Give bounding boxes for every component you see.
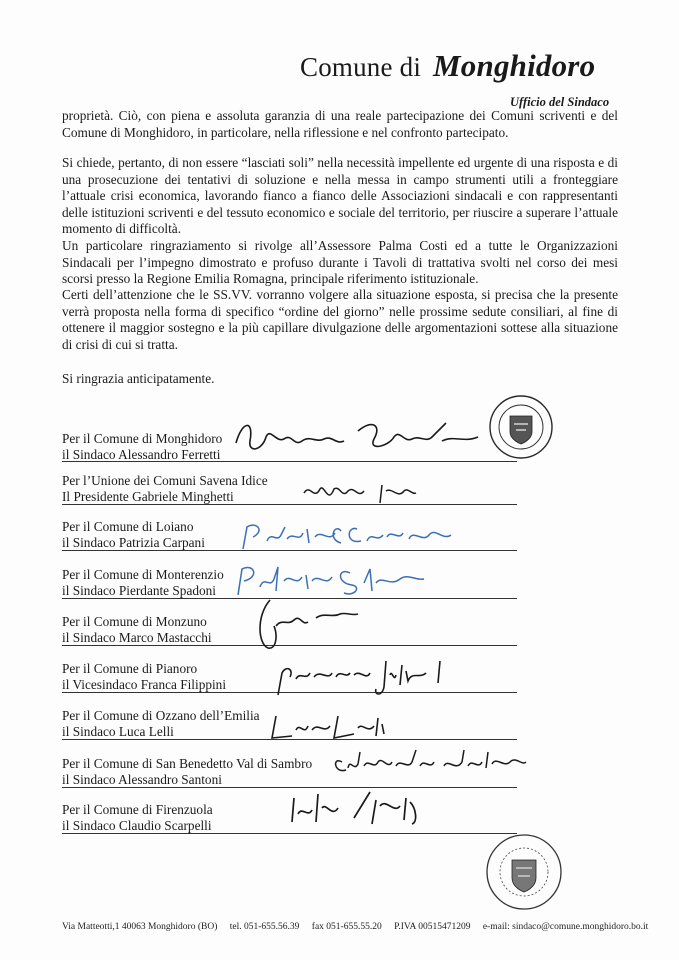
paragraph-4: Certi dell’attenzione che le SS.VV. vorranno volgere alla situazione esposta, si precisa che la presente verrà proposta nella forma di specifico “ordine del giorno” nelle prossime sedute consiliari, al fine di ottenere il maggior sostegno e la più capillare divulgazione delle argomentazioni sottese alla situazione di crisi di cui si tratta. [62,287,618,352]
paragraph-3: Un particolare ringraziamento si rivolge all’Assessore Palma Costi ed a tutte le Organizzazioni Sindacali per l’impegno dimostrato e profuso durante i Tavoli di trattativa svolti nel corso dei mesi scorsi presso la Regione Emilia Romagna, principale riferimento istituzionale. [62,238,618,286]
signature-block-san-benedetto [62,756,522,790]
footer-tel: tel. 051-655.56.39 [229,922,300,932]
signature-block-loiano [62,519,522,553]
signatory-title: il Vicesindaco Franca Filippini [62,677,227,692]
paragraph-2: Si chiede, pertanto, di non essere “lasciati soli” nella necessità impellente ed urgente di una risposta e di una prosecuzione dei tentativi di soluzione e nella messa in campo strumenti utili a fronteggiare l’attuale crisi economica, lavorando fianco a fianco delle Associazioni sindacali e con rappresentanti delle istituzioni scriventi e del tessuto economico e sociale del territorio, per riuscire a superare l’attuale momento di difficoltà. [62,155,618,236]
signatory-org: Per l’Unione dei Comuni Savena Idice [62,473,268,488]
signatory-title: il Sindaco Claudio Scarpelli [62,818,212,833]
signatory-org: Per il Comune di Loiano [62,519,194,534]
office-subtitle: Ufficio del Sindaco [510,95,610,109]
footer-vat: P.IVA 00515471209 [394,922,471,932]
page-title [300,48,595,84]
signatory-org: Per il Comune di San Benedetto Val di Sambro [62,756,313,771]
signature-line [62,833,517,834]
footer-fax: fax 051-655.55.20 [311,922,382,932]
handwritten-signature [330,746,530,780]
handwritten-signature [230,561,430,601]
footer-email: e-mail: sindaco@comune.monghidoro.bo.it [482,922,649,932]
signatory-title: il Sindaco Patrizia Carpani [62,535,205,550]
signature-block-monghidoro [62,431,522,465]
paragraph-1: proprietà. Ciò, con piena e assoluta garanzia di una reale partecipazione dei Comuni scriventi e del Comune di Monghidoro, in particolare, nella riflessione e nel confronto partecipato. [62,108,618,140]
municipal-seal-stamp [488,394,554,460]
signatory-title: il Sindaco Pierdante Spadoni [62,583,216,598]
signature-block-monzuno [62,614,522,648]
handwritten-signature [274,655,474,701]
title-municipality: Monghidoro [433,48,596,83]
handwritten-signature [288,788,448,832]
signatory-title: il Sindaco Alessandro Ferretti [62,447,221,462]
handwritten-signature [232,413,482,463]
signatory-org: Per il Comune di Ozzano dell’Emilia [62,708,260,723]
letterhead-footer [62,922,649,932]
signature-block-firenzuola [62,802,522,836]
footer-address: Via Matteotti,1 40063 Monghidoro (BO) [62,922,218,932]
signatory-org: Per il Comune di Monzuno [62,614,207,629]
signatory-org: Per il Comune di Firenzuola [62,802,213,817]
signatory-org: Per il Comune di Monghidoro [62,431,223,446]
signatory-title: il Sindaco Luca Lelli [62,724,174,739]
handwritten-signature [300,479,420,509]
signature-block-ozzano [62,708,522,742]
signatory-title: il Sindaco Alessandro Santoni [62,772,222,787]
signatory-title: Il Presidente Gabriele Minghetti [62,489,234,504]
handwritten-signature [248,596,368,652]
signature-block-pianoro [62,661,522,695]
handwritten-signature [268,712,408,744]
handwritten-signature [237,519,467,555]
anniversary-stamp [484,832,564,912]
signatory-title: il Sindaco Marco Mastacchi [62,630,212,645]
signature-block-savena-idice [62,473,522,507]
signatory-org: Per il Comune di Pianoro [62,661,198,676]
closing-thanks: Si ringrazia anticipatamente. [62,371,215,386]
signature-line [62,504,517,505]
signatory-org: Per il Comune di Monterenzio [62,567,224,582]
title-prefix: Comune di [300,52,422,82]
